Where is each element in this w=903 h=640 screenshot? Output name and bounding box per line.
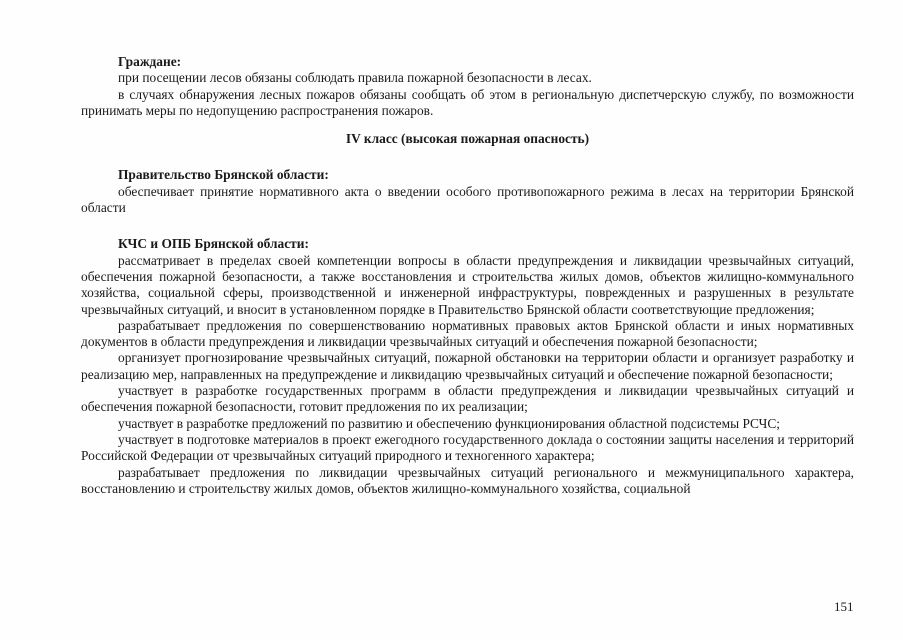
citizens-paragraph-2: в случаях обнаружения лесных пожаров обязаны сообщать об этом в региональную диспетчерскую службу, по возможности принимать меры по недопущению распространения пожаров. [81, 86, 854, 118]
kchs-paragraph-3: организует прогнозирование чрезвычайных ситуаций, пожарной обстановки на территории области и организует разработку и реализацию мер, направленных на предупреждение и ликвидацию чрезвычайных ситуаций и обеспечение пожарной безопасности; [81, 350, 854, 382]
kchs-paragraph-1: рассматривает в пределах своей компетенции вопросы в области предупреждения и ликвидации чрезвычайных ситуаций, обеспечения пожарной безопасности, а также восстановления и строительства жилых домов, объектов жилищно-коммунального хозяйства, социальной сферы, производственной и инженерной инфраструктуры, поврежденных и разрушенных в результате чрезвычайных ситуаций, и вносит в установленном порядке в Правительство Брянской области соответствующие предложения; [81, 252, 854, 317]
class-title: IV класс (высокая пожарная опасность) [345, 131, 590, 147]
kchs-paragraph-4: участвует в разработке государственных программ в области предупреждения и ликвидации чрезвычайных ситуаций и обеспечения пожарной безопасности, готовит предложения по их реализации; [81, 383, 854, 415]
government-paragraph-1: обеспечивает принятие нормативного акта о введении особого противопожарного режима в лесах на территории Брянской области [81, 183, 854, 216]
page-number: 151 [834, 599, 854, 614]
kchs-paragraph-2: разрабатывает предложения по совершенствованию нормативных правовых актов Брянской области и иных нормативных документов в области предупреждения и ликвидации чрезвычайных ситуаций и обеспечения пожарной безопасности; [81, 317, 854, 350]
citizens-heading: Граждане: [118, 54, 182, 69]
citizens-paragraph-1: при посещении лесов обязаны соблюдать правила пожарной безопасности в лесах. [118, 70, 592, 86]
page-content [81, 54, 854, 497]
kchs-paragraph-6: участвует в подготовке материалов в проект ежегодного государственного доклада о состоянии защиты населения и территорий Российской Федерации от чрезвычайных ситуаций природного и техногенного характера; [81, 431, 854, 464]
kchs-paragraph-5: участвует в разработке предложений по развитию и обеспечению функционирования областной подсистемы РСЧС; [118, 415, 781, 431]
kchs-heading: КЧС и ОПБ Брянской области: [118, 236, 309, 252]
kchs-paragraph-7: разрабатывает предложения по ликвидации чрезвычайных ситуаций регионального и межмуниципального характера, восстановлению и строительству жилых домов, объектов жилищно-коммунального хозяйства, социальной [81, 464, 854, 496]
government-heading: Правительство Брянской области: [118, 167, 329, 183]
